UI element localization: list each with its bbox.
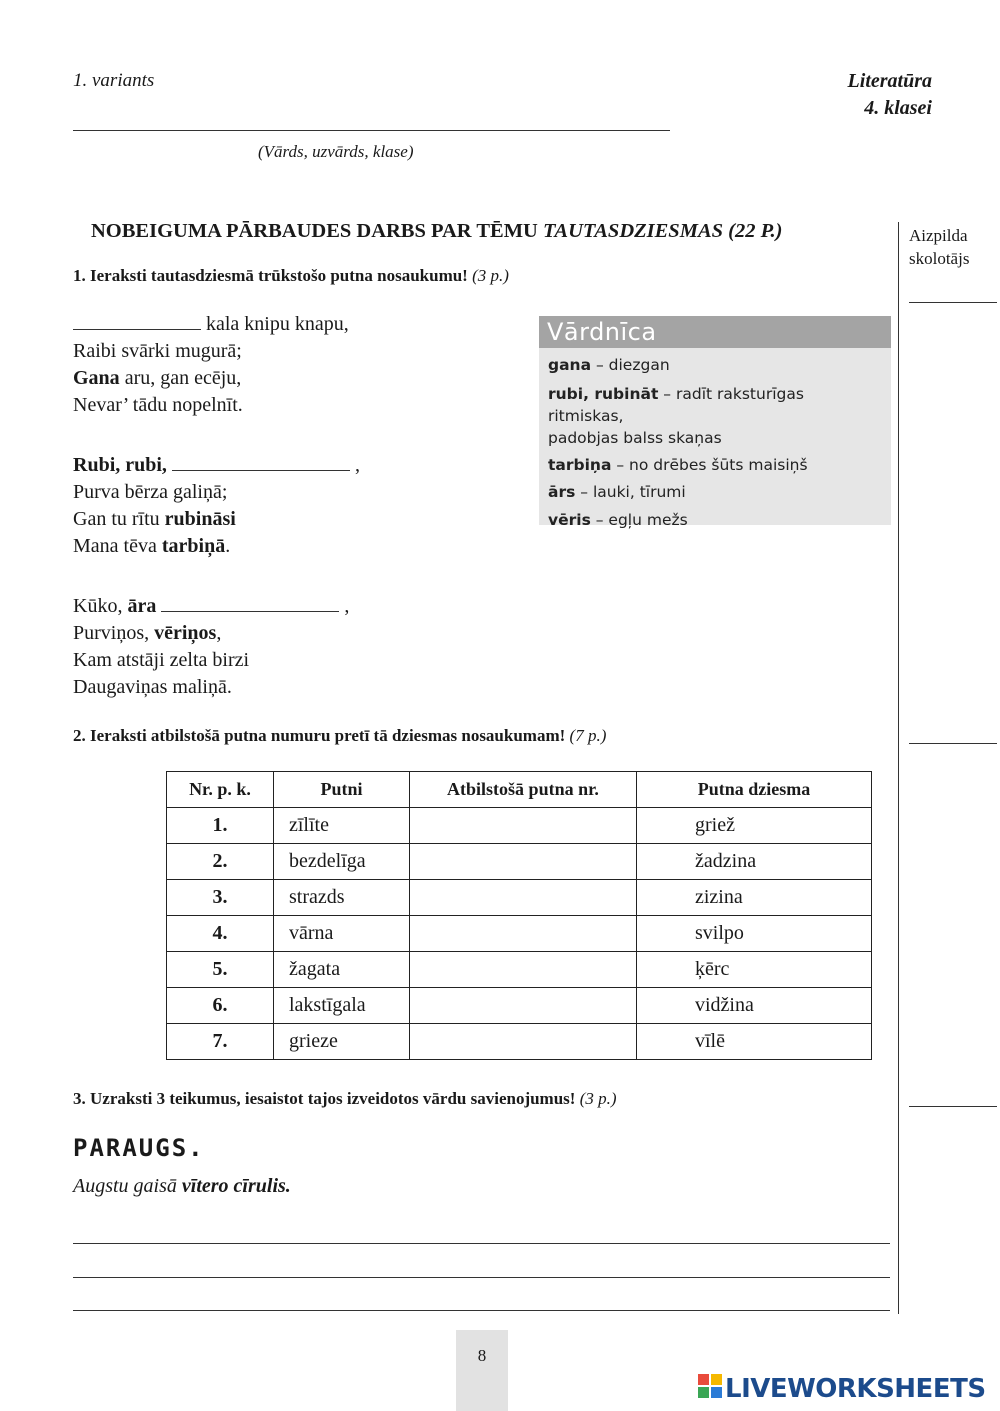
teacher-label-line2: skolotājs — [909, 249, 970, 268]
sample-sentence — [73, 1175, 291, 1198]
row-number: 2. — [167, 844, 274, 880]
sample-start: Augstu gaisā — [73, 1175, 182, 1197]
stanza3-line2-end: , — [216, 622, 222, 644]
writing-line-2[interactable] — [73, 1277, 890, 1278]
score-field-task3[interactable] — [909, 1106, 997, 1107]
vocabulary-box — [539, 316, 891, 529]
page-number: 8 — [456, 1330, 508, 1411]
vocab-def: – diezgan — [591, 356, 670, 374]
answer-cell[interactable] — [410, 952, 637, 988]
table-row — [167, 880, 872, 916]
title-italic: TAUTASDZIESMAS (22 P.) — [543, 220, 783, 242]
stanza3-line4: Daugaviņas maliņā. — [73, 676, 232, 698]
stanza3-line1-end: , — [344, 595, 350, 617]
col-header-song: Putna dziesma — [637, 772, 872, 808]
sample-title: PARAUGS. — [73, 1134, 205, 1162]
vocab-entry — [548, 352, 882, 380]
row-number: 7. — [167, 1024, 274, 1060]
row-number: 1. — [167, 808, 274, 844]
vocab-def: – egļu mežs — [590, 510, 688, 529]
row-number: 3. — [167, 880, 274, 916]
row-number: 6. — [167, 988, 274, 1024]
liveworksheets-logo-icon — [698, 1374, 722, 1405]
variant-label: 1. variants — [73, 70, 155, 91]
answer-cell[interactable] — [410, 1024, 637, 1060]
task3-points: (3 p.) — [579, 1089, 617, 1108]
bird-name: žagata — [274, 952, 410, 988]
teacher-label-line1: Aizpilda — [909, 226, 968, 245]
score-field-task1[interactable] — [909, 302, 997, 303]
stanza-1 — [73, 311, 349, 419]
answer-cell[interactable] — [410, 844, 637, 880]
vocab-term: rubi, rubināt — [548, 384, 659, 403]
col-header-answer: Atbilstošā putna nr. — [410, 772, 637, 808]
stanza1-line3-bold: Gana — [73, 367, 120, 389]
bird-song-table — [166, 771, 872, 1060]
name-caption: (Vārds, uzvārds, klase) — [258, 142, 414, 161]
task2-points: (7 p.) — [569, 726, 607, 745]
vocabulary-title: Vārdnīca — [539, 316, 891, 348]
stanza-3 — [73, 593, 349, 701]
task2-instruction — [73, 726, 606, 746]
stanza2-line1-bold: Rubi, rubi, — [73, 454, 167, 476]
stanza3-line2-start: Purviņos, — [73, 622, 155, 644]
title-main: NOBEIGUMA PĀRBAUDES DARBS PAR TĒMU — [91, 220, 543, 242]
table-row — [167, 952, 872, 988]
vocab-term: tarbiņa — [548, 455, 612, 474]
stanza2-line2: Purva bērza galiņā; — [73, 481, 228, 503]
sample-bold: vītero cīrulis. — [181, 1175, 291, 1197]
answer-blank-2[interactable] — [172, 452, 350, 471]
stanza2-line3-start: Gan tu rītu — [73, 508, 165, 530]
stanza2-line3-bold: rubināsi — [164, 508, 236, 530]
stanza3-line3: Kam atstāji zelta birzi — [73, 649, 250, 671]
vocab-term: ārs — [548, 483, 576, 501]
vocab-entry — [548, 507, 882, 535]
vocab-def-continued: padobjas balss skaņas — [548, 428, 722, 447]
task1-points: (3 p.) — [472, 266, 509, 285]
col-header-nr: Nr. p. k. — [167, 772, 274, 808]
bird-song: zizina — [637, 880, 872, 916]
bird-song: griež — [637, 808, 872, 844]
bird-name: lakstīgala — [274, 988, 410, 1024]
name-input-line[interactable] — [73, 130, 670, 131]
teacher-column-divider — [898, 222, 899, 1314]
liveworksheets-brand[interactable] — [698, 1374, 986, 1405]
table-row — [167, 988, 872, 1024]
row-number: 5. — [167, 952, 274, 988]
stanza3-line1-bold: āra — [127, 595, 157, 617]
stanza2-line4-end: . — [225, 535, 231, 557]
vocab-term: gana — [548, 356, 592, 374]
bird-name: vārna — [274, 916, 410, 952]
answer-blank-1[interactable] — [73, 311, 201, 330]
table-row — [167, 916, 872, 952]
writing-line-3[interactable] — [73, 1310, 890, 1311]
answer-cell[interactable] — [410, 916, 637, 952]
bird-song: vīlē — [637, 1024, 872, 1060]
stanza1-line2: Raibi svārki mugurā; — [73, 340, 242, 362]
task1-instruction — [73, 266, 509, 286]
brand-text: LIVEWORKSHEETS — [725, 1374, 986, 1404]
bird-song: svilpo — [637, 916, 872, 952]
stanza-2 — [73, 452, 360, 560]
answer-blank-3[interactable] — [161, 593, 339, 612]
answer-cell[interactable] — [410, 988, 637, 1024]
answer-cell[interactable] — [410, 808, 637, 844]
task1-text: 1. Ieraksti tautasdziesmā trūkstošo putna nosaukumu! — [73, 266, 473, 285]
vocab-term: vēris — [548, 510, 591, 529]
subject: Literatūra — [847, 70, 932, 92]
row-number: 4. — [167, 916, 274, 952]
page-title — [91, 220, 782, 243]
stanza2-line4-bold: tarbiņā — [161, 535, 226, 557]
stanza1-line4: Nevar’ tādu nopelnīt. — [73, 394, 243, 416]
answer-cell[interactable] — [410, 880, 637, 916]
stanza1-line3-rest: aru, gan ecēju, — [119, 367, 242, 389]
teacher-label — [909, 224, 969, 270]
bird-name: zīlīte — [274, 808, 410, 844]
col-header-birds: Putni — [274, 772, 410, 808]
task3-text: 3. Uzraksti 3 teikumus, iesaistot tajos izveidotos vārdu savienojumus! — [73, 1089, 580, 1108]
table-header-row — [167, 772, 872, 808]
stanza2-line1-end: , — [354, 454, 360, 476]
bird-name: bezdelīga — [274, 844, 410, 880]
task2-text: 2. Ieraksti atbilstošā putna numuru pretī tā dziesmas nosaukumam! — [73, 726, 570, 745]
stanza3-line2-bold: vēriņos — [154, 622, 217, 644]
vocab-def: – radīt raksturīgas ritmiskas, — [548, 384, 804, 425]
vocabulary-entries — [539, 348, 891, 538]
bird-song: žadzina — [637, 844, 872, 880]
stanza1-line1: kala knipu knapu, — [206, 313, 349, 335]
stanza3-line1-start: Kūko, — [73, 595, 128, 617]
table-row — [167, 1024, 872, 1060]
score-field-task2[interactable] — [909, 743, 997, 744]
vocab-entry — [548, 452, 882, 480]
stanza2-line4-start: Mana tēva — [73, 535, 162, 557]
bird-name: strazds — [274, 880, 410, 916]
bird-name: grieze — [274, 1024, 410, 1060]
bird-song: ķērc — [637, 952, 872, 988]
vocab-entry — [548, 479, 882, 507]
table-row — [167, 844, 872, 880]
vocab-def: – no drēbes šūts maisiņš — [611, 455, 808, 474]
bird-song: vidžina — [637, 988, 872, 1024]
task3-instruction — [73, 1089, 617, 1109]
vocab-def: – lauki, tīrumi — [575, 483, 686, 501]
vocab-entry — [548, 383, 882, 427]
table-row — [167, 808, 872, 844]
grade: 4. klasei — [864, 97, 932, 119]
subject-grade — [848, 68, 932, 122]
writing-line-1[interactable] — [73, 1243, 890, 1244]
